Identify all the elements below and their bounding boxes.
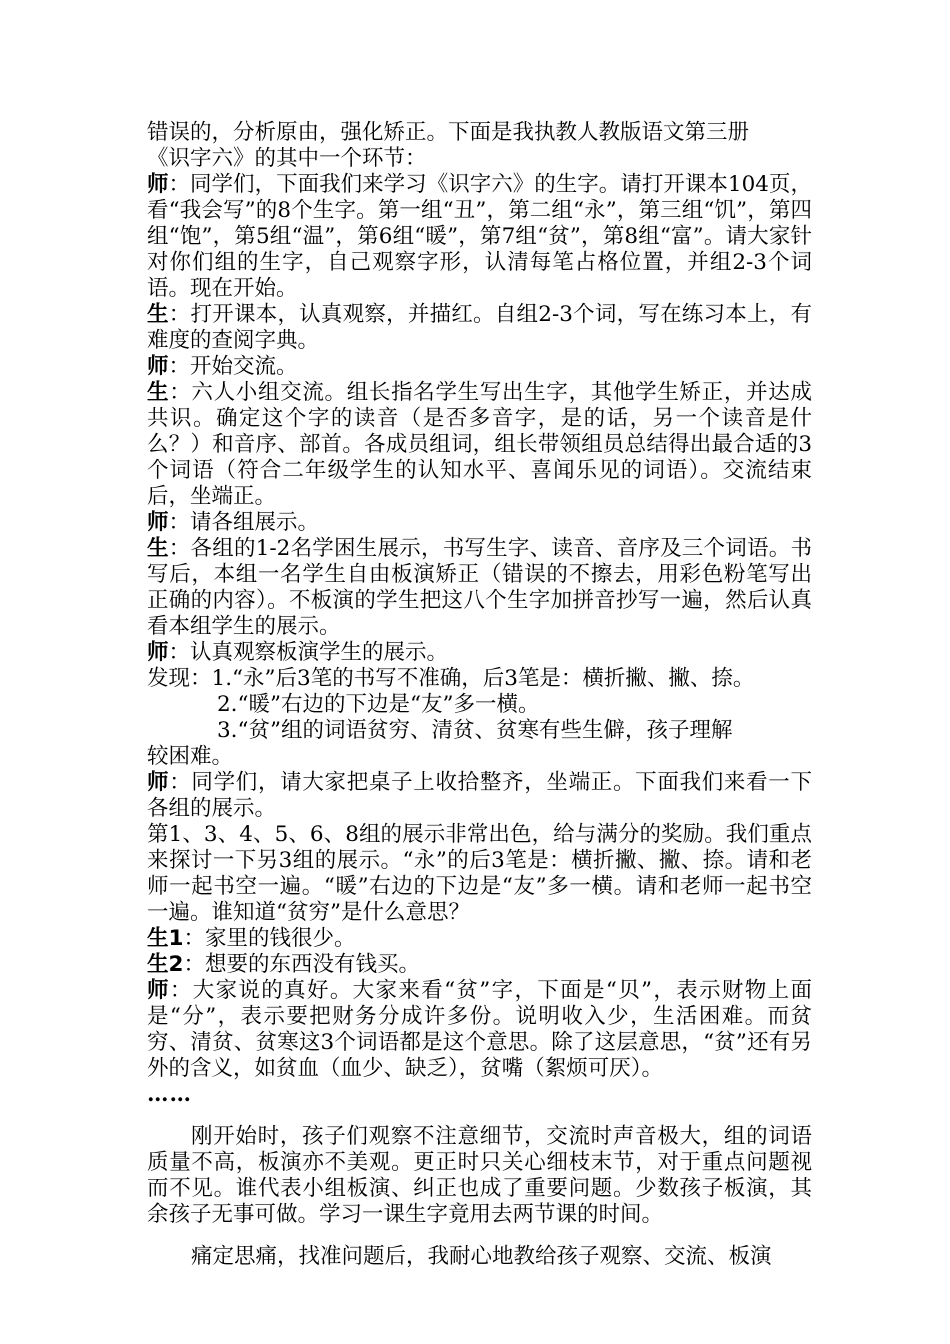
- dialogue-text: 家里的钱很少。: [204, 926, 356, 951]
- findings-item-1: [147, 666, 812, 692]
- speaker-sep: ：: [169, 380, 192, 405]
- findings-item-3-continued: 较困难。: [147, 744, 234, 769]
- paragraph-gap: [147, 1228, 812, 1244]
- speaker-sep: ：: [168, 510, 191, 535]
- dialogue-teacher-2: [147, 354, 812, 380]
- speaker-label: 生1: [147, 926, 184, 951]
- dialogue-text: 同学们，请大家把桌子上收拾整齐，坐端正。下面我们来看一下各组的展示。: [147, 770, 812, 821]
- dialogue-text: 打开课本，认真观察，并描红。自组2-3个词，写在练习本上，有难度的查阅字典。: [147, 302, 812, 353]
- findings-text: 1.“永”后3笔的书写不准确，后3笔是：横折撇、撇、捺。: [211, 666, 755, 691]
- intro-line-2: 《识字六》的其中一个环节：: [147, 146, 427, 171]
- document-page: [147, 120, 812, 1270]
- ellipsis: ……: [147, 1082, 192, 1107]
- speaker-sep: ：: [183, 952, 205, 977]
- dialogue-teacher-4: [147, 640, 812, 666]
- dialogue-text: 各组的1-2名学困生展示，书写生字、读音、音序及三个词语。书写后，本组一名学生自由板演矫正（错误的不擦去，用彩色粉笔写出正确的内容）。不板演的学生把这八个生字加拼音抄写一遍，然后认真看本组学生的展示。: [147, 536, 812, 639]
- reflection-paragraph-2: 痛定思痛，找准问题后，我耐心地教给孩子观察、交流、板演: [191, 1244, 772, 1269]
- dialogue-teacher-3: [147, 510, 812, 536]
- speaker-sep: ：: [169, 770, 192, 795]
- speaker-label: 师: [147, 172, 169, 197]
- speaker-label: 师: [147, 510, 169, 535]
- speaker-sep: ：: [168, 172, 191, 197]
- speaker-sep: ：: [183, 926, 205, 951]
- dialogue-student-3: [147, 536, 812, 640]
- speaker-sep: ：: [168, 354, 191, 379]
- dialogue-text: 请各组展示。: [190, 510, 320, 535]
- speaker-label: 师: [147, 354, 169, 379]
- dialogue-student-2: [147, 380, 812, 510]
- dialogue-teacher-6: [147, 978, 812, 1082]
- speaker-label: 师: [147, 770, 170, 795]
- findings-item-3: 3.“贫”组的词语贫穷、清贫、贫寒有些生僻，孩子理解: [217, 718, 733, 743]
- intro-line-1: 错误的，分析原由，强化矫正。下面是我执教人教版语文第三册: [147, 120, 750, 145]
- speaker-label: 师: [147, 640, 169, 665]
- dialogue-text: 想要的东西没有钱买。: [204, 952, 420, 977]
- speaker-sep: ：: [168, 640, 191, 665]
- dialogue-student-a: [147, 926, 812, 952]
- reflection-paragraph-1: 刚开始时，孩子们观察不注意细节，交流时声音极大，组的词语质量不高，板演亦不美观。更正时只关心细枝末节，对于重点问题视而不见。谁代表小组板演、纠正也成了重要问题。少数孩子板演，其余孩子无事可做。学习一课生字竟用去两节课的时间。: [147, 1124, 812, 1227]
- dialogue-teacher-5: [147, 770, 812, 822]
- speaker-label: 生: [147, 536, 169, 561]
- paragraph-gap: [147, 1108, 812, 1124]
- speaker-label: 师: [147, 978, 170, 1003]
- findings-label: 发现：: [147, 666, 212, 691]
- teacher-paragraph: 第1、3、4、5、6、8组的展示非常出色，给与满分的奖励。我们重点来探讨一下另3组的展示。“永”的后3笔是：横折撇、撇、捺。请和老师一起书空一遍。“暖”右边的下边是“友”多一横。请和老师一起书空一遍。谁知道“贫穷”是什么意思？: [147, 822, 812, 925]
- speaker-sep: ：: [168, 302, 191, 327]
- dialogue-teacher-1: [147, 172, 812, 302]
- dialogue-text: 六人小组交流。组长指名学生写出生字，其他学生矫正，并达成共识。确定这个字的读音（是否多音字，是的话，另一个读音是什么？）和音序、部首。各成员组词，组长带领组员总结得出最合适的3个词语（符合二年级学生的认知水平、喜闻乐见的词语）。交流结束后，坐端正。: [147, 380, 812, 509]
- speaker-label: 生2: [147, 952, 184, 977]
- speaker-label: 生: [147, 380, 170, 405]
- dialogue-student-b: [147, 952, 812, 978]
- speaker-sep: ：: [169, 978, 193, 1003]
- dialogue-student-1: [147, 302, 812, 354]
- speaker-sep: ：: [168, 536, 191, 561]
- dialogue-text: 大家说的真好。大家来看“贫”字，下面是“贝”，表示财物上面是“分”，表示要把财务分成许多份。说明收入少，生活困难。而贫穷、清贫、贫寒这3个词语都是这个意思。除了这层意思，“贫”还有另外的含义，如贫血（血少、缺乏），贫嘴（絮烦可厌）。: [147, 978, 812, 1081]
- dialogue-text: 认真观察板演学生的展示。: [190, 640, 449, 665]
- findings-item-2: 2.“暖”右边的下边是“友”多一横。: [217, 692, 540, 717]
- dialogue-text: 开始交流。: [190, 354, 298, 379]
- dialogue-text: 同学们，下面我们来学习《识字六》的生字。请打开课本104页，看“我会写”的8个生字。第一组“丑”，第二组“永”，第三组“饥”，第四组“饱”，第5组“温”，第6组“暖”，第7组“贫”，第8组“富”。请大家针对你们组的生字，自己观察字形，认清每笔占格位置，并组2-3个词语。现在开始。: [147, 172, 812, 301]
- speaker-label: 生: [147, 302, 169, 327]
